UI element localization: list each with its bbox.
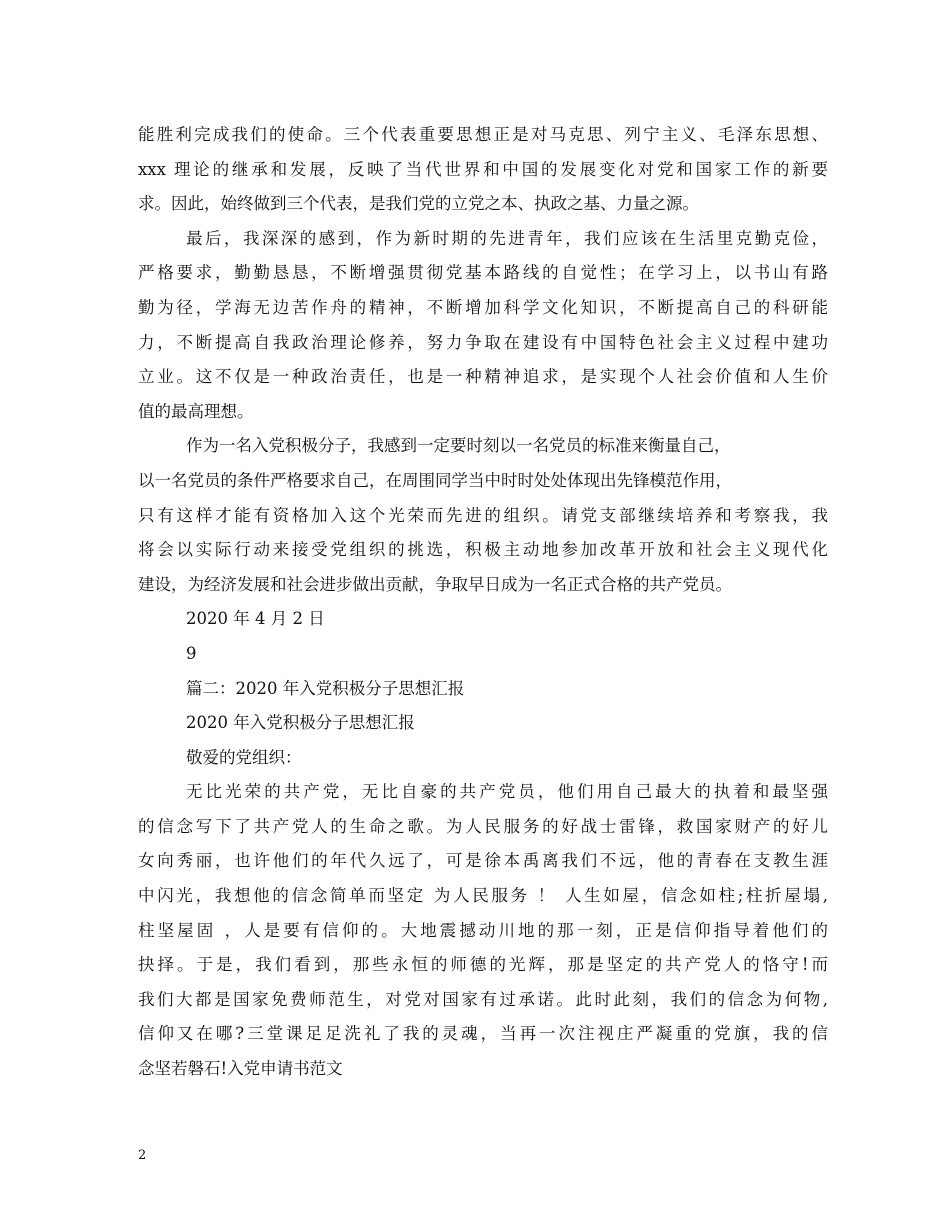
text-line: 勤为径，学海无边苦作舟的精神，不断增加科学文化知识，不断提高自己的科研能 — [138, 297, 828, 317]
text-line: 敬爱的党组织： — [186, 747, 302, 767]
text-line: 立业。这不仅是一种政治责任，也是一种精神追求，是实现个人社会价值和人生价 — [138, 367, 828, 387]
text-line: 只有这样才能有资格加入这个光荣而先进的组织。请党支部继续培养和考察我，我 — [138, 505, 828, 525]
text-line: 严格要求，勤勤恳恳，不断增强贯彻党基本路线的自觉性；在学习上，以书山有路 — [138, 263, 828, 283]
text-line: xxx 理论的继承和发展，反映了当代世界和中国的发展变化对党和国家工作的新要 — [138, 159, 828, 179]
text-line: 求。因此，始终做到三个代表，是我们党的立党之本、执政之基、力量之源。 — [138, 194, 699, 214]
text-line: 抉择。于是，我们看到，那些永恒的师德的光辉，那是坚定的共产党人的恪守!而 — [138, 955, 828, 975]
text-line: 无比光荣的共产党，无比自豪的共产党员，他们用自己最大的执着和最坚强 — [186, 782, 828, 802]
text-line: 以一名党员的条件严格要求自己，在周围同学当中时时处处体现出先锋模范作用， — [138, 470, 732, 490]
text-line: 柱坚屋固 ，人是要有信仰的。大地震撼动川地的那一刻，正是信仰指导着他们的 — [138, 920, 828, 940]
text-line: 力，不断提高自我政治理论修养，努力争取在建设有中国特色社会主义过程中建功 — [138, 332, 828, 352]
text-line: 念坚若磐石!入党申请书范文 — [138, 1059, 343, 1079]
text-line: 2020 年入党积极分子思想汇报 — [186, 713, 415, 733]
text-line: 中闪光，我想他的信念简单而坚定 为人民服务 ！ 人生如屋，信念如柱;柱折屋塌, — [138, 886, 828, 906]
text-line: 作为一名入党积极分子，我感到一定要时刻以一名党员的标准来衡量自己， — [186, 436, 731, 456]
text-line: 最后，我深深的感到，作为新时期的先进青年，我们应该在生活里克勤克俭， — [186, 228, 828, 248]
text-line: 信仰又在哪?三堂课足足洗礼了我的灵魂，当再一次注视庄严凝重的党旗，我的信 — [138, 1024, 828, 1044]
text-line: 2020 年 4 月 2 日 — [186, 609, 325, 629]
text-line: 我们大都是国家免费师范生，对党对国家有过承诺。此时此刻，我们的信念为何物, — [138, 989, 828, 1009]
text-line: 将会以实际行动来接受党组织的挑选，积极主动地参加改革开放和社会主义现代化 — [138, 540, 828, 560]
text-line: 能胜利完成我们的使命。三个代表重要思想正是对马克思、列宁主义、毛泽东思想、 — [138, 125, 828, 144]
text-line: 9 — [186, 643, 197, 663]
text-line: 的信念写下了共产党人的生命之歌。为人民服务的好战士雷锋，救国家财产的好儿 — [138, 816, 828, 836]
page-number: 2 — [138, 1148, 147, 1163]
text-line: 篇二：2020 年入党积极分子思想汇报 — [186, 678, 465, 698]
text-line: 值的最高理想。 — [138, 401, 254, 421]
text-line: 建设，为经济发展和社会进步做出贡献，争取早日成为一名正式合格的共产党员。 — [138, 574, 732, 594]
text-line: 女向秀丽，也许他们的年代久远了，可是徐本禹离我们不远，他的青春在支教生涯 — [138, 851, 828, 871]
document-body — [138, 118, 828, 1087]
